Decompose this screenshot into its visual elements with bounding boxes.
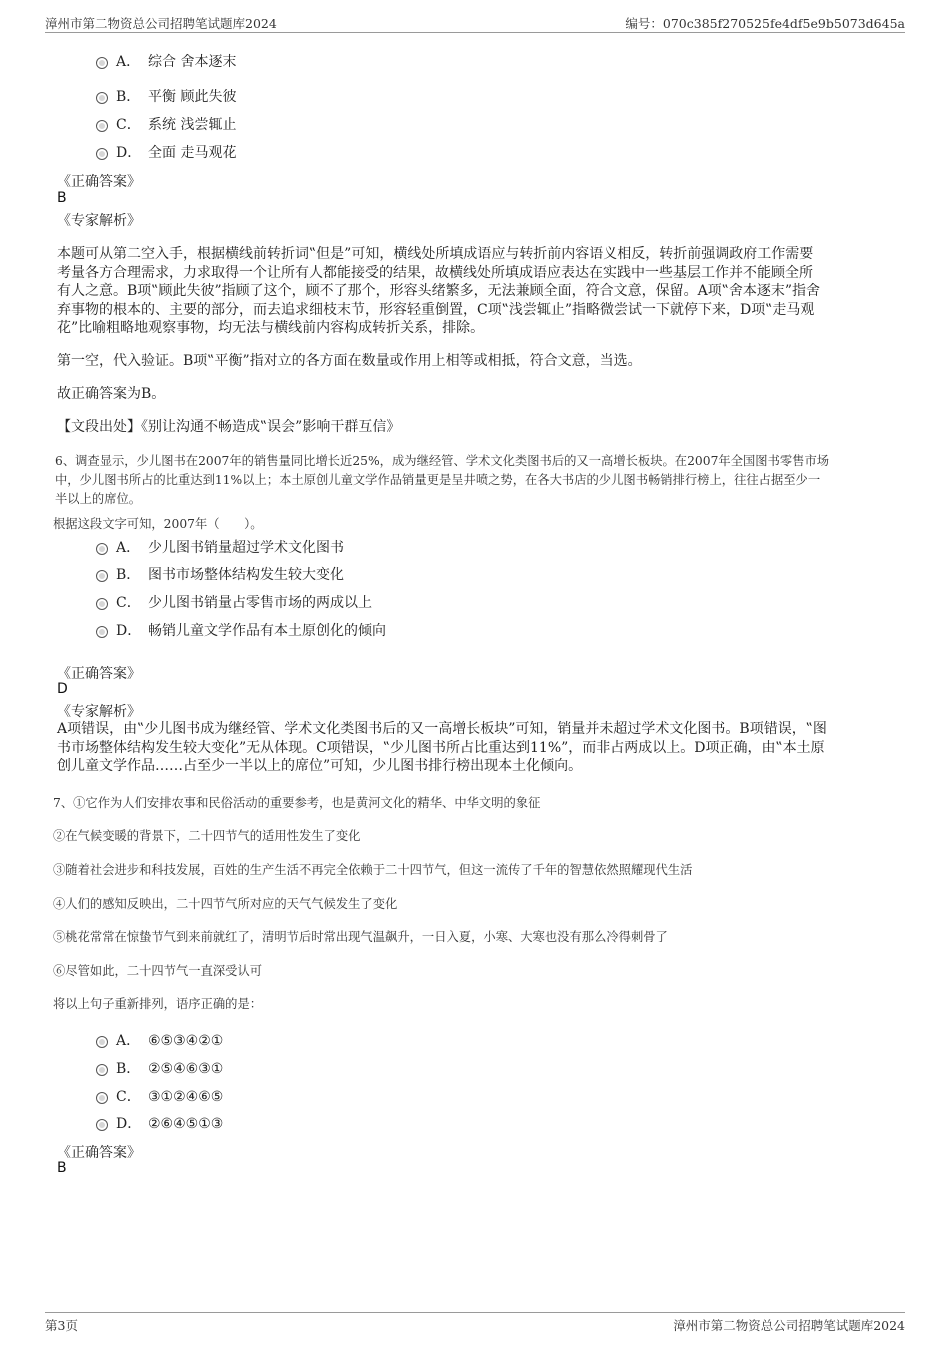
q7-answer: B [57,1160,67,1176]
header-serial: 编号：070c385f270525fe4df5e9b5073d645a [625,16,905,31]
radio-icon[interactable] [96,626,108,638]
q5-option-b[interactable]: B． 平衡 顾此失彼 [96,86,236,108]
q7-sentence-2: ②在气候变暖的背景下，二十四节气的适用性发生了变化 [53,829,361,843]
radio-icon[interactable] [96,543,108,555]
q7-option-d[interactable]: D． ②⑥④⑤①③ [96,1113,223,1135]
q5-option-a[interactable]: A． 综合 舍本逐末 [96,51,236,73]
q7-option-b[interactable]: B． ②⑤④⑥③① [96,1058,223,1080]
footer-title: 漳州市第二物资总公司招聘笔试题库2024 [673,1318,905,1333]
q6-analysis-label: 《专家解析》 [57,704,141,720]
radio-icon[interactable] [96,1064,108,1076]
q5-option-d[interactable]: D． 全面 走马观花 [96,142,236,164]
q6-option-b[interactable]: B． 图书市场整体结构发生较大变化 [96,564,344,586]
q7-option-a[interactable]: A． ⑥⑤③④②① [96,1030,223,1052]
q5-option-c[interactable]: C． 系统 浅尝辄止 [96,114,236,136]
q6-option-a[interactable]: A． 少儿图书销量超过学术文化图书 [96,537,344,559]
q5-answer: B [57,190,67,206]
page-header [45,14,905,33]
q7-sentence-3: ③随着社会进步和科技发展，百姓的生产生活不再完全依赖于二十四节气，但这一流传了千年的智慧依然照耀现代生活 [53,863,693,877]
q6-question: 根据这段文字可知，2007年（ ）。 [53,517,263,531]
q6-option-c[interactable]: C． 少儿图书销量占零售市场的两成以上 [96,592,372,614]
page-number: 第3页 [45,1318,78,1333]
radio-icon[interactable] [96,1092,108,1104]
q5-source: 【文段出处】《别让沟通不畅造成‟误会”影响干群互信》 [57,419,401,435]
q5-answer-label: 《正确答案》 [57,174,141,190]
q7-sentence-4: ④人们的感知反映出，二十四节气所对应的天气气候发生了变化 [53,897,398,911]
q6-answer: D [57,681,68,697]
radio-icon[interactable] [96,57,108,69]
q7-option-c[interactable]: C． ③①②④⑥⑤ [96,1086,223,1108]
q6-option-d[interactable]: D． 畅销儿童文学作品有本土原创化的倾向 [96,620,386,642]
radio-icon[interactable] [96,570,108,582]
q7-sentence-5: ⑤桃花常常在惊蛰节气到来前就红了，清明节后时常出现气温飙升，一日入夏，小寒、大寒也没有那么冷得刺骨了 [53,930,668,944]
q6-stem: 6、调查显示，少儿图书在2007年的销售量同比增长近25%，成为继经管、学术文化类图书后的又一高增长板块。在2007年全国图书零售市场 中，少儿图书所占的比重达到11%以上；本土原创儿童文学作品销量更是呈井喷之势，在各大书店的少儿图书畅销排行榜上，往往占据至少一 半以上的席位。 [55,454,830,506]
q6-answer-label: 《正确答案》 [57,666,141,682]
radio-icon[interactable] [96,120,108,132]
q6-analysis: A项错误，由‟少儿图书成为继经管、学术文化类图书后的又一高增长板块”可知，销量并未超过学术文化图书。B项错误，‟图 书市场整体结构发生较大变化”无从体现。C项错误，‟少儿图书所占比重达到11%”，而非占两成以上。D项正确，由‟本土原 创儿童文学作品……占至少一半以上的席位”可知，少儿图书排行榜出现本土化倾向。 [57,721,827,774]
q5-analysis-p2: 第一空，代入验证。B项‟平衡”指对立的各方面在数量或作用上相等或相抵，符合文意，当选。 [57,353,642,369]
q5-analysis-p3: 故正确答案为B。 [57,386,166,402]
q7-question: 将以上句子重新排列，语序正确的是： [53,997,263,1011]
q5-analysis: 本题可从第二空入手，根据横线前转折词‟但是”可知，横线处所填成语应与转折前内容语义相反，转折前强调政府工作需要 考量各方合理需求，力求取得一个让所有人都能接受的结果，故横线处所填成语应表达在实践中一些基层工作并不能顾全所 有人之意。B项‟顾此失彼”指顾了这个，顾不了那个，形容头绪繁多，无法兼顾全面，符合文意，保留。A项‟舍本逐末”指舍 弃事物的根本的、主要的部分，而去追求细枝末节，形容轻重倒置，C项‟浅尝辄止”指略微尝试一下就停下来，D项‟走马观 花”比喻粗略地观察事物，均无法与横线前内容构成转折关系，排除。 [57,246,821,336]
radio-icon[interactable] [96,148,108,160]
q7-answer-label: 《正确答案》 [57,1145,141,1161]
radio-icon[interactable] [96,92,108,104]
q7-sentence-1: 7、①它作为人们安排农事和民俗活动的重要参考，也是黄河文化的精华、中华文明的象征 [53,796,541,810]
radio-icon[interactable] [96,598,108,610]
radio-icon[interactable] [96,1119,108,1131]
q7-sentence-6: ⑥尽管如此，二十四节气一直深受认可 [53,964,263,978]
radio-icon[interactable] [96,1036,108,1048]
page-footer [45,1312,905,1335]
header-title: 漳州市第二物资总公司招聘笔试题库2024 [45,16,277,31]
q5-analysis-label: 《专家解析》 [57,213,141,229]
